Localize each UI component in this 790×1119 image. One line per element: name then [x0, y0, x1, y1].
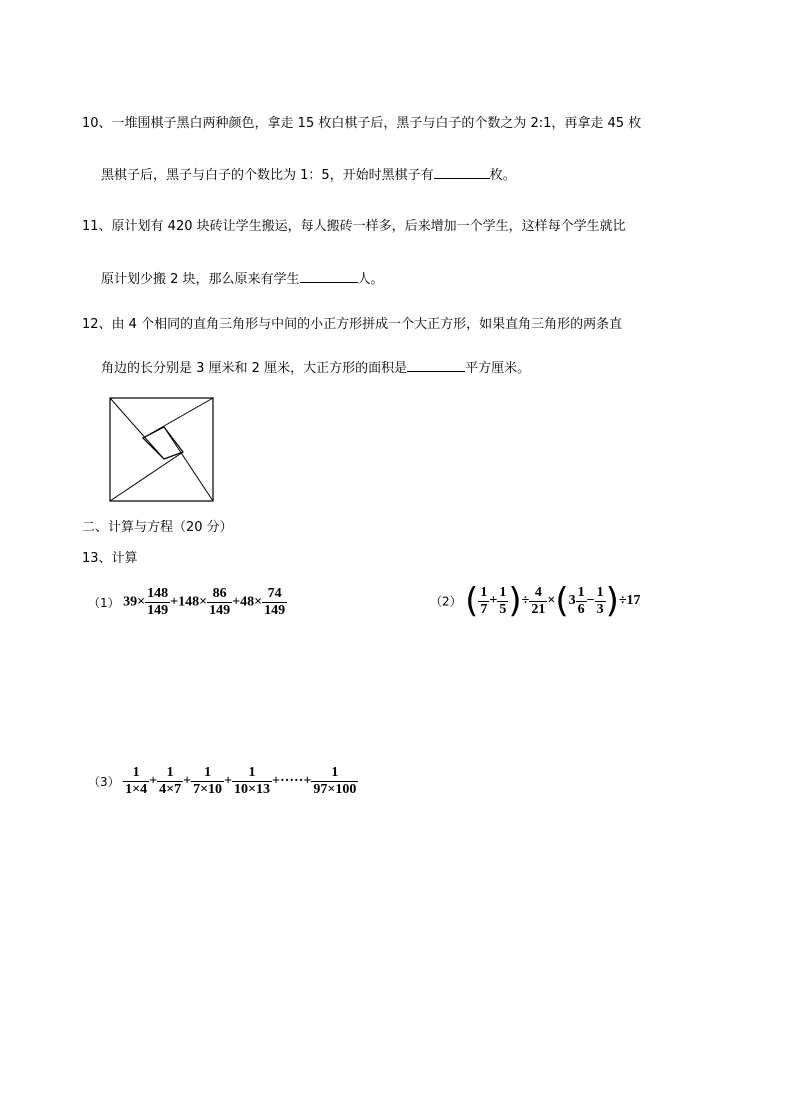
- p2-label: （2）: [430, 594, 462, 609]
- q11-unit: 人。: [357, 272, 384, 287]
- q13-problem-3: [88, 765, 358, 798]
- p2-f4-den: 6: [577, 601, 585, 617]
- p2-f5-num: 1: [596, 584, 604, 600]
- p2-minus: −: [586, 593, 595, 608]
- p3-f2-num: 1: [157, 765, 183, 782]
- q10-answer-blank[interactable]: [434, 166, 490, 179]
- q12-unit: 平方厘米。: [465, 361, 531, 376]
- q11-answer-blank[interactable]: [300, 270, 358, 283]
- p2-fraction-2: [497, 585, 508, 618]
- p3-f3-den: 7×10: [193, 782, 223, 797]
- p3-fraction-4: [232, 765, 272, 798]
- p1-term-a: 39×: [123, 594, 146, 610]
- p2-left-paren: (: [465, 581, 479, 621]
- p2-right-paren: ): [508, 581, 522, 621]
- p2-f1-num: 1: [480, 584, 488, 600]
- p3-f3-num: 1: [191, 765, 224, 782]
- pinwheel-square-figure: [109, 397, 215, 503]
- p2-whole: 3: [568, 593, 576, 608]
- p3-fraction-5: [311, 765, 358, 798]
- q10-text: 黑棋子后，黑子与白子的个数比为 1：5，开始时黑棋子有: [101, 168, 434, 183]
- p1-label: （1）: [88, 596, 120, 610]
- p2-f4-num: 1: [577, 584, 585, 600]
- p3-f1-num: 1: [123, 765, 149, 782]
- p2-times: ×: [547, 593, 556, 608]
- p1-fraction-1: [145, 586, 170, 619]
- q11-line2: [101, 270, 384, 288]
- p3-fraction-1: [123, 765, 149, 798]
- p2-right-paren-2: ): [605, 581, 619, 621]
- triangle-edge-3: [164, 427, 213, 501]
- p1-fraction-3: [262, 586, 287, 619]
- p2-f1-den: 7: [480, 601, 488, 617]
- inner-square: [143, 427, 183, 459]
- p3-ellipsis: +·····+: [272, 773, 312, 789]
- p1-f2-den: 149: [209, 603, 231, 618]
- q10-unit: 枚。: [489, 168, 516, 183]
- p3-f2-den: 4×7: [159, 782, 182, 797]
- q11-text: 原计划少搬 2 块，那么原来有学生: [101, 272, 300, 287]
- p1-f1-den: 149: [147, 603, 169, 618]
- p2-f3-num: 4: [529, 585, 547, 602]
- triangle-edge-1: [110, 398, 164, 459]
- q13-problem-1: [88, 586, 287, 619]
- p2-f2-den: 5: [499, 601, 507, 617]
- p2-fraction-3: [529, 585, 547, 618]
- p2-fraction-5: [595, 585, 606, 618]
- triangle-edge-4: [110, 452, 183, 501]
- q12-answer-blank[interactable]: [407, 359, 465, 372]
- q10-line2: [101, 166, 516, 184]
- p1-f3-num: 74: [262, 586, 287, 603]
- p3-label: （3）: [88, 775, 120, 789]
- p3-f5-num: 1: [311, 765, 358, 782]
- p3-f5-den: 97×100: [313, 782, 357, 797]
- q10-line1: 10、一堆围棋子黑白两种颜色，拿走 15 枚白棋子后，黑子与白子的个数之为 2:1，再拿走 45 枚: [82, 116, 642, 131]
- p3-plus-2: +: [183, 773, 192, 789]
- p2-f3-den: 21: [531, 601, 546, 617]
- p1-fraction-2: [207, 586, 232, 619]
- p3-f4-num: 1: [232, 765, 272, 782]
- p1-f1-num: 148: [147, 586, 169, 601]
- p2-plus: +: [489, 593, 498, 608]
- q13-problem-2: [430, 581, 641, 621]
- q11-line1: 11、原计划有 420 块砖让学生搬运，每人搬砖一样多，后来增加一个学生，这样每个学生就比: [82, 219, 626, 234]
- p2-left-paren-2: (: [555, 581, 569, 621]
- p3-fraction-2: [157, 765, 183, 798]
- p3-plus-3: +: [224, 773, 233, 789]
- p2-divide-1: ÷: [521, 593, 530, 608]
- p3-f4-den: 10×13: [234, 782, 271, 797]
- p2-fraction-4: [576, 585, 587, 618]
- q12-line2: [101, 359, 530, 377]
- section2-heading: 二、计算与方程（20 分）: [82, 520, 233, 535]
- p1-term-b: +148×: [170, 594, 208, 610]
- p2-divide-2: ÷17: [618, 593, 641, 608]
- p2-f5-den: 3: [596, 601, 604, 617]
- p2-f2-num: 1: [499, 584, 507, 600]
- p3-f1-den: 1×4: [125, 782, 148, 797]
- q13-title: 13、计算: [82, 551, 138, 566]
- p1-f2-num: 86: [207, 586, 232, 603]
- p1-term-c: +48×: [232, 594, 263, 610]
- p3-plus-1: +: [149, 773, 158, 789]
- q12-line1: 12、由 4 个相同的直角三角形与中间的小正方形拼成一个大正方形，如果直角三角形的两条直: [82, 317, 623, 332]
- outer-square: [110, 398, 213, 501]
- p1-f3-den: 149: [264, 603, 286, 618]
- p2-fraction-1: [478, 585, 489, 618]
- p3-fraction-3: [191, 765, 224, 798]
- q12-text: 角边的长分别是 3 厘米和 2 厘米，大正方形的面积是: [101, 361, 408, 376]
